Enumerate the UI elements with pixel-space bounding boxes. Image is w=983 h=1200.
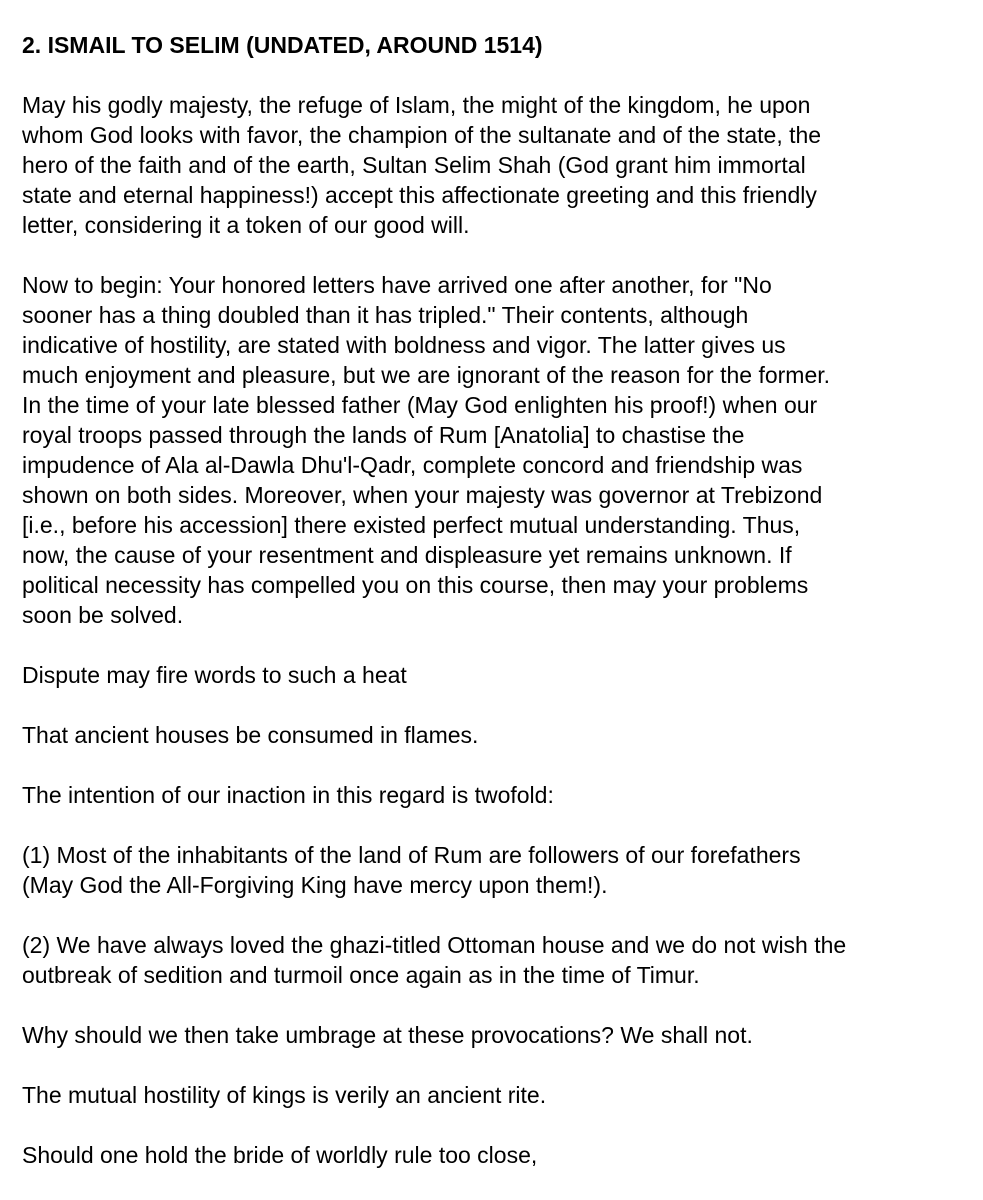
text-line: royal troops passed through the lands of Rum [Anatolia] to chastise the bbox=[22, 422, 745, 448]
text-line: (1) Most of the inhabitants of the land of Rum are followers of our forefathers bbox=[22, 842, 801, 868]
text-line: whom God looks with favor, the champion of the sultanate and of the state, the bbox=[22, 122, 822, 148]
text-line: Why should we then take umbrage at these provocations? We shall not. bbox=[22, 1022, 753, 1048]
text-line: The mutual hostility of kings is verily an ancient rite. bbox=[22, 1082, 547, 1108]
paragraph bbox=[22, 90, 972, 240]
paragraph bbox=[22, 780, 972, 810]
text-line: letter, considering it a token of our good will. bbox=[22, 212, 470, 238]
text-line: [i.e., before his accession] there existed perfect mutual understanding. Thus, bbox=[22, 512, 801, 538]
paragraph bbox=[22, 1020, 972, 1050]
paragraph bbox=[22, 270, 972, 630]
text-line: soon be solved. bbox=[22, 602, 184, 628]
paragraph bbox=[22, 1140, 972, 1170]
document-page bbox=[22, 30, 972, 1200]
text-line: sooner has a thing doubled than it has tripled." Their contents, although bbox=[22, 302, 749, 328]
paragraph bbox=[22, 930, 972, 990]
text-line: (2) We have always loved the ghazi-titled Ottoman house and we do not wish the bbox=[22, 932, 847, 958]
text-line: In the time of your late blessed father (May God enlighten his proof!) when our bbox=[22, 392, 818, 418]
text-line: now, the cause of your resentment and displeasure yet remains unknown. If bbox=[22, 542, 792, 568]
text-line: (May God the All-Forgiving King have mercy upon them!). bbox=[22, 872, 608, 898]
text-line: hero of the faith and of the earth, Sultan Selim Shah (God grant him immortal bbox=[22, 152, 806, 178]
text-line: political necessity has compelled you on this course, then may your problems bbox=[22, 572, 809, 598]
text-line: impudence of Ala al-Dawla Dhu'l-Qadr, complete concord and friendship was bbox=[22, 452, 803, 478]
document-body bbox=[22, 90, 972, 1170]
text-line: Should one hold the bride of worldly rule too close, bbox=[22, 1142, 538, 1168]
text-line: much enjoyment and pleasure, but we are ignorant of the reason for the former. bbox=[22, 362, 831, 388]
text-line: The intention of our inaction in this regard is twofold: bbox=[22, 782, 554, 808]
paragraph bbox=[22, 1080, 972, 1110]
text-line: state and eternal happiness!) accept this affectionate greeting and this friendly bbox=[22, 182, 817, 208]
text-line: May his godly majesty, the refuge of Islam, the might of the kingdom, he upon bbox=[22, 92, 811, 118]
paragraph bbox=[22, 720, 972, 750]
text-line: shown on both sides. Moreover, when your majesty was governor at Trebizond bbox=[22, 482, 823, 508]
text-line: Now to begin: Your honored letters have arrived one after another, for "No bbox=[22, 272, 772, 298]
paragraph bbox=[22, 840, 972, 900]
text-line: outbreak of sedition and turmoil once again as in the time of Timur. bbox=[22, 962, 700, 988]
paragraph bbox=[22, 660, 972, 690]
document-title: 2. ISMAIL TO SELIM (UNDATED, AROUND 1514) bbox=[22, 32, 543, 58]
text-line: Dispute may fire words to such a heat bbox=[22, 662, 407, 688]
text-line: That ancient houses be consumed in flames. bbox=[22, 722, 479, 748]
text-line: indicative of hostility, are stated with boldness and vigor. The latter gives us bbox=[22, 332, 786, 358]
